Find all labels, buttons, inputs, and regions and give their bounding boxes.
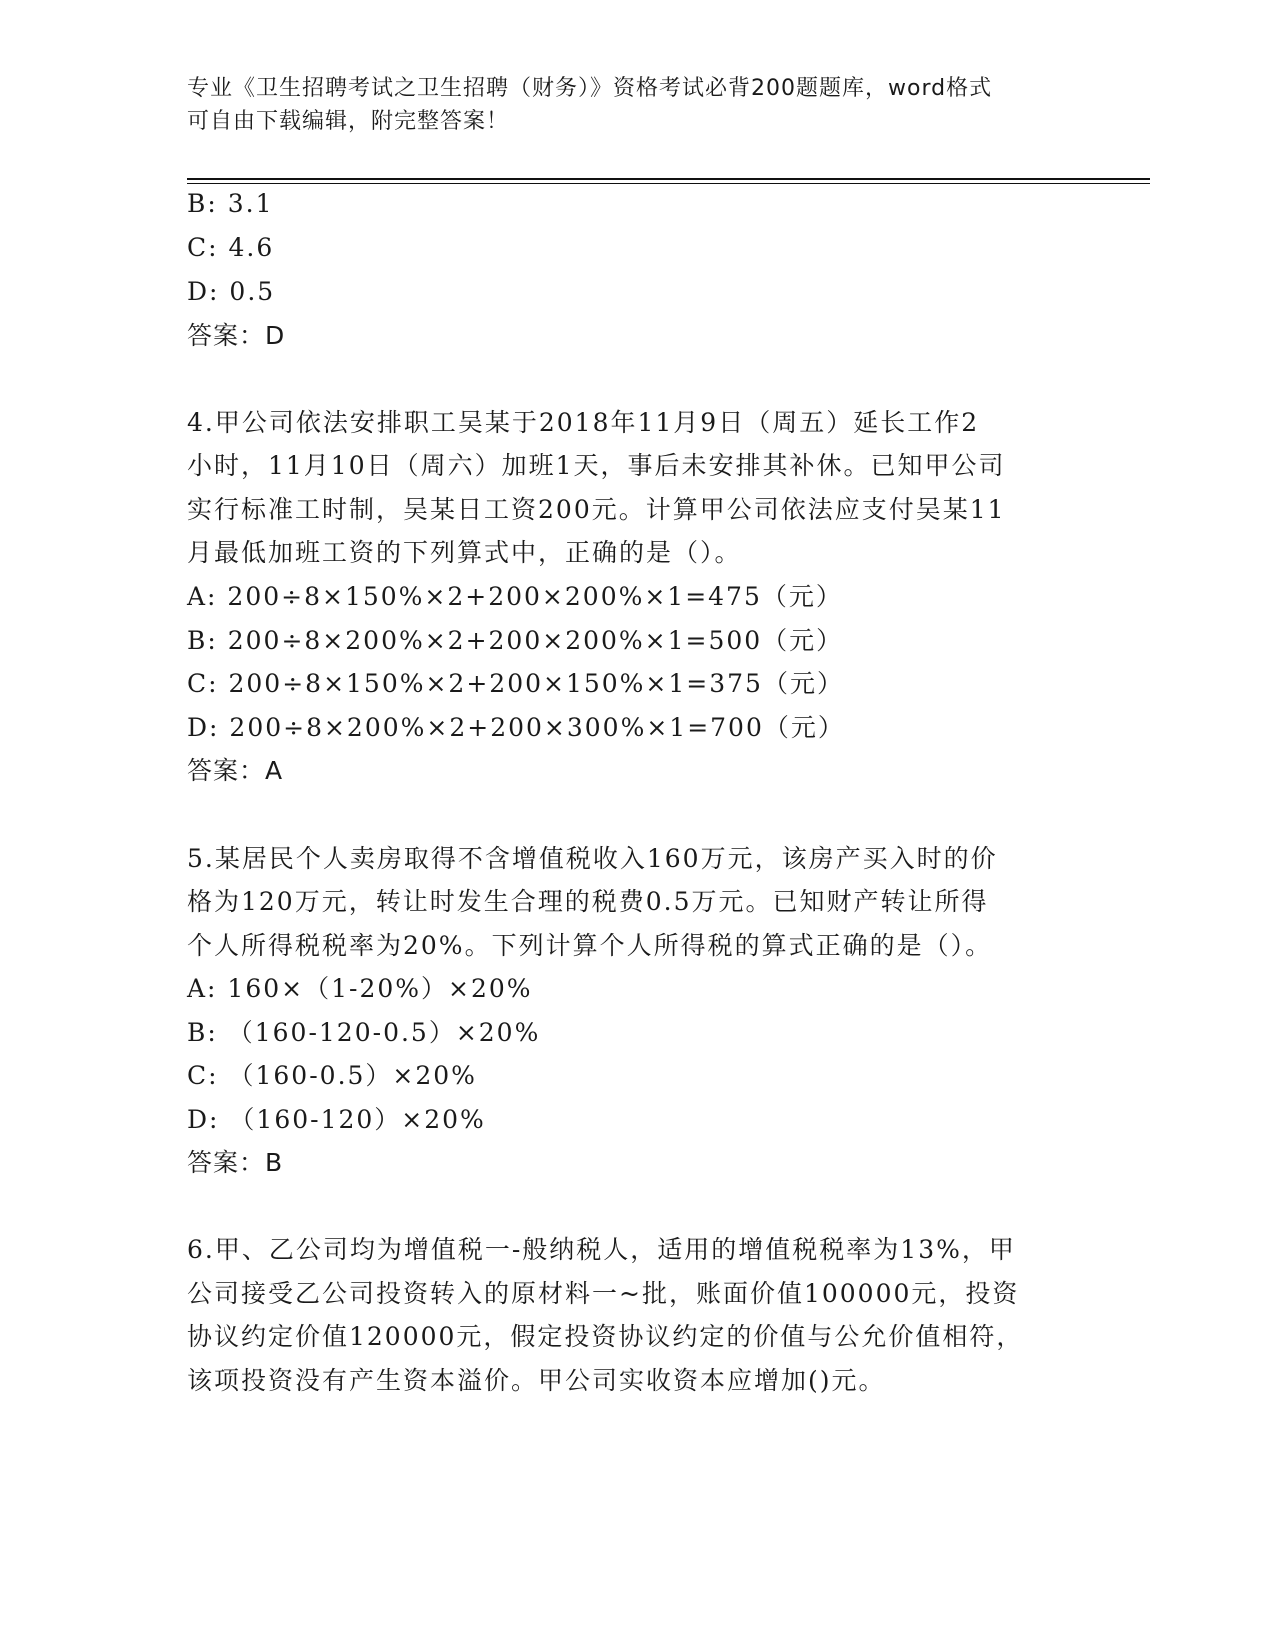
- q3-option-b: B: 3.1: [187, 189, 274, 218]
- q5-answer: 答案：B: [187, 1148, 284, 1177]
- header-divider-thick: [187, 178, 1150, 180]
- document-header: [187, 72, 1087, 138]
- q4-option-a: A: 200÷8×150%×2+200×200%×1=475（元）: [187, 582, 843, 611]
- q4-answer: 答案：A: [187, 756, 284, 785]
- q4-stem-line-1: 4.甲公司依法安排职工吴某于2018年11月9日（周五）延长工作2: [187, 408, 980, 437]
- q6-stem-line-3: 协议约定价值120000元，假定投资协议约定的价值与公允价值相符，: [187, 1322, 1024, 1351]
- q3-answer: 答案：D: [187, 321, 286, 350]
- q5-stem-line-2: 格为120万元，转让时发生合理的税费0.5万元。已知财产转让所得: [187, 887, 989, 916]
- q4-option-c: C: 200÷8×150%×2+200×150%×1=375（元）: [187, 669, 844, 698]
- q5-option-a: A: 160×（1-20%）×20%: [187, 974, 533, 1003]
- q4-stem-line-3: 实行标准工时制，吴某日工资200元。计算甲公司依法应支付吴某11: [187, 495, 1006, 524]
- q4-stem-line-2: 小时，11月10日（周六）加班1天，事后未安排其补休。已知甲公司: [187, 451, 1006, 480]
- q5-option-d: D: （160-120）×20%: [187, 1105, 486, 1134]
- header-title-line-2: 可自由下载编辑，附完整答案！: [187, 109, 510, 134]
- q5-stem-line-3: 个人所得税税率为20%。下列计算个人所得税的算式正确的是（）。: [187, 931, 993, 960]
- q3-option-c: C: 4.6: [187, 233, 275, 262]
- q3-option-d: D: 0.5: [187, 277, 276, 306]
- q6-stem-line-1: 6.甲、乙公司均为增值税一-般纳税人，适用的增值税税率为13%，甲: [187, 1235, 1016, 1264]
- q4-option-b: B: 200÷8×200%×2+200×200%×1=500（元）: [187, 626, 844, 655]
- q5-option-b: B: （160-120-0.5）×20%: [187, 1018, 541, 1047]
- q6-stem-line-4: 该项投资没有产生资本溢价。甲公司实收资本应增加()元。: [187, 1366, 886, 1395]
- q4-stem-line-4: 月最低加班工资的下列算式中，正确的是（）。: [187, 538, 742, 567]
- header-divider-thin: [187, 183, 1150, 184]
- q6-stem-line-2: 公司接受乙公司投资转入的原材料一~批，账面价值100000元，投资: [187, 1279, 1020, 1308]
- header-title-line-1: 专业《卫生招聘考试之卫生招聘（财务）》资格考试必背200题题库，word格式: [187, 76, 993, 101]
- q5-option-c: C: （160-0.5）×20%: [187, 1061, 477, 1090]
- q5-stem-line-1: 5.某居民个人卖房取得不含增值税收入160万元，该房产买入时的价: [187, 844, 998, 873]
- q4-option-d: D: 200÷8×200%×2+200×300%×1=700（元）: [187, 713, 845, 742]
